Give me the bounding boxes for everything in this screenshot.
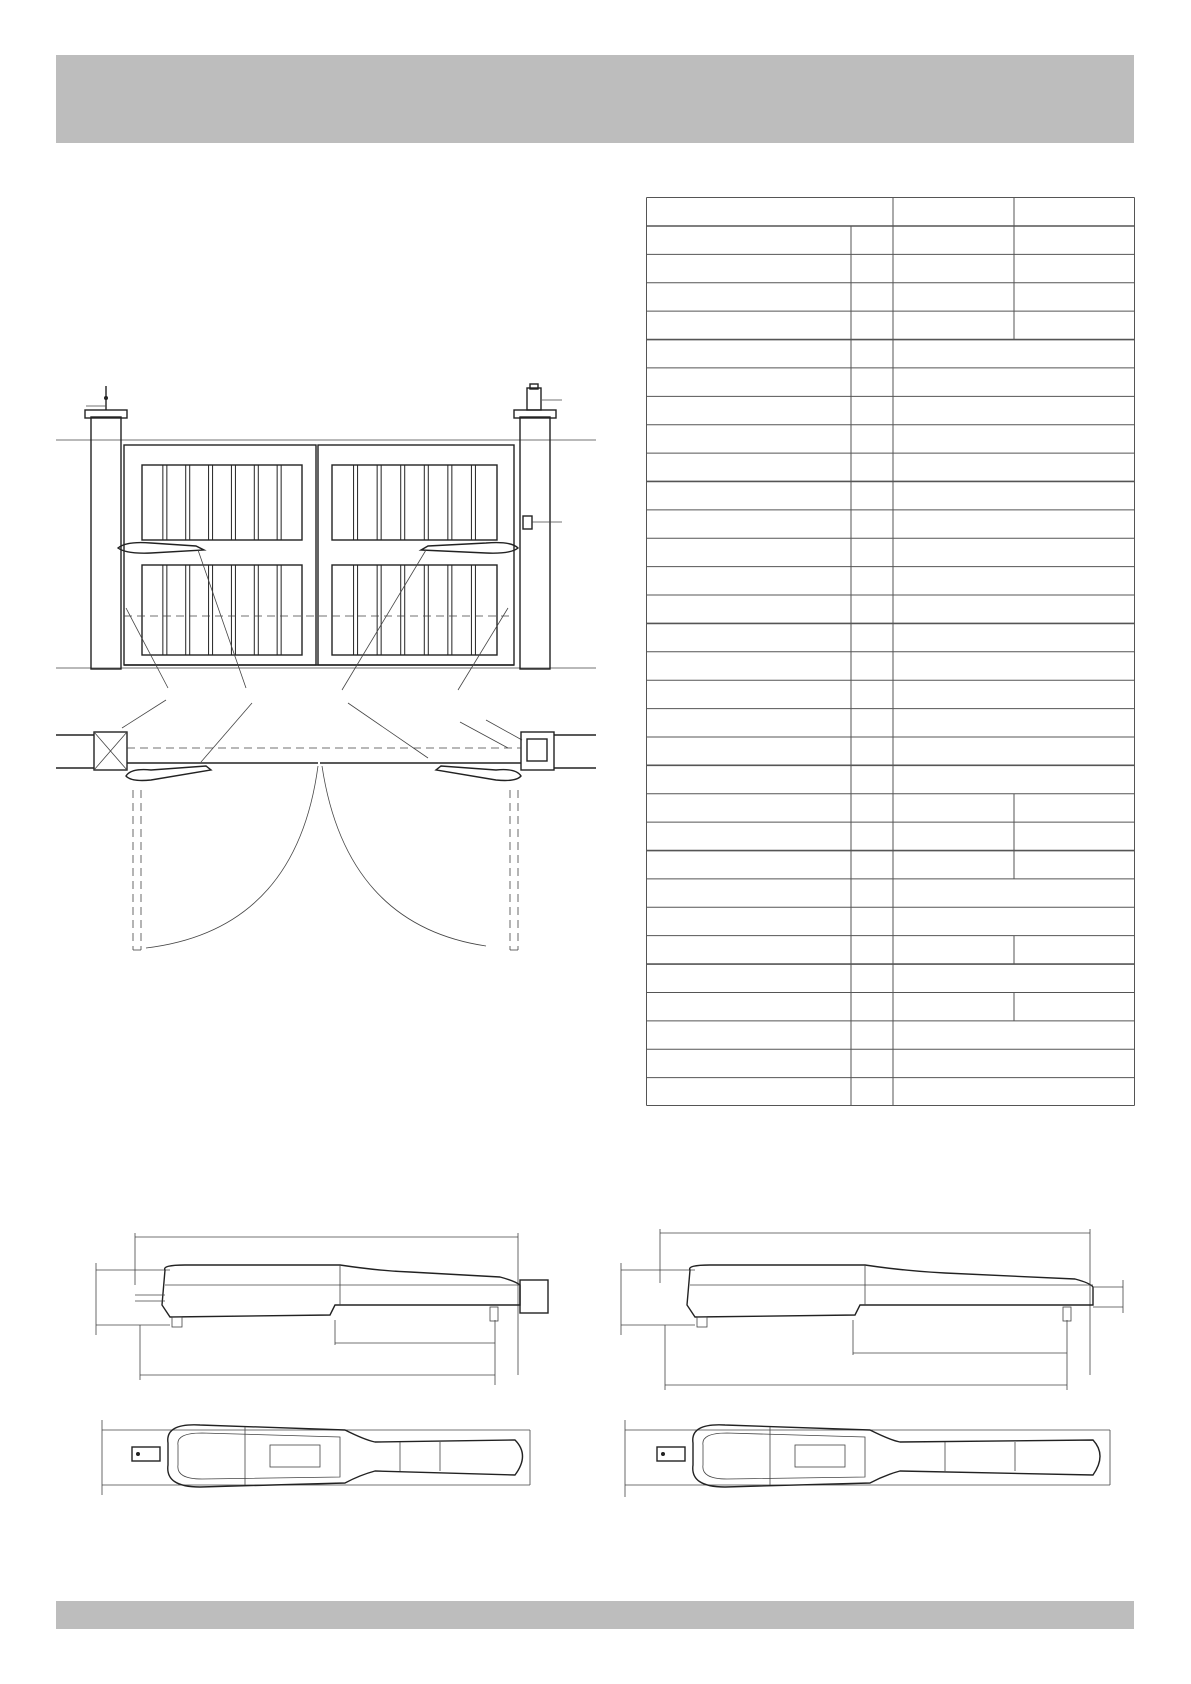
motor-top-view-short bbox=[90, 1415, 570, 1505]
motor-top-view-long bbox=[615, 1415, 1135, 1505]
footer-bar bbox=[56, 1601, 1134, 1629]
motor-side-view-long bbox=[615, 1225, 1135, 1400]
motor-side-view-short bbox=[90, 1225, 570, 1400]
specification-table bbox=[646, 197, 1135, 1106]
header-bar bbox=[56, 55, 1134, 143]
gate-installation-drawing bbox=[56, 370, 596, 970]
